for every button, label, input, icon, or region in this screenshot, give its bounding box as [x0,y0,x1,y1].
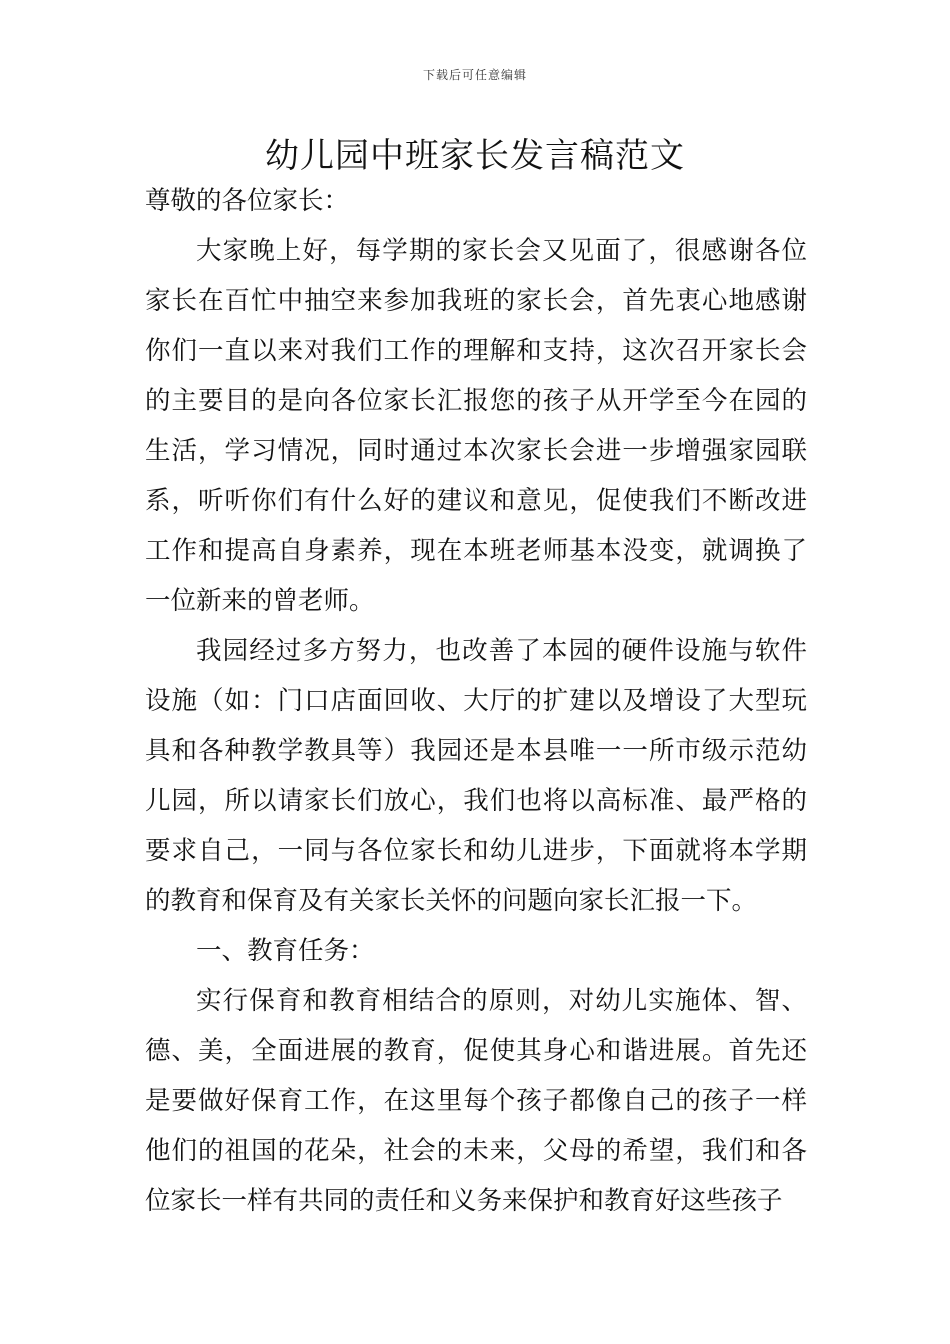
paragraph-education-principles: 实行保育和教育相结合的原则，对幼儿实施体、智、德、美，全面进展的教育，促使其身心和谐进展。首先还是要做好保育工作，在这里每个孩子都像自己的孩子一样他们的祖国的花朵，社会的未来，父母的希望，我们和各位家长一样有共同的责任和义务来保护和教育好这些孩子 [145,986,807,1216]
paragraph-facilities: 我园经过多方努力，也改善了本园的硬件设施与软件设施（如：门口店面回收、大厅的扩建以及增设了大型玩具和各种教学教具等）我园还是本县唯一一所市级示范幼儿园，所以请家长们放心，我们也将以高标准、最严格的要求自己，一同与各位家长和幼儿进步，下面就将本学期的教育和保育及有关家长关怀的问题向家长汇报一下。 [145,636,807,916]
paragraph-greeting: 大家晚上好，每学期的家长会又见面了，很感谢各位家长在百忙中抽空来参加我班的家长会，首先衷心地感谢你们一直以来对我们工作的理解和支持，这次召开家长会的主要目的是向各位家长汇报您的孩子从开学至今在园的生活，学习情况，同时通过本次家长会进一步增强家园联系，听听你们有什么好的建议和意见，促使我们不断改进工作和提高自身素养，现在本班老师基本没变，就调换了一位新来的曾老师。 [145,236,807,616]
section-heading-education-tasks: 一、教育任务： [196,936,375,966]
salutation: 尊敬的各位家长： [145,186,350,216]
document-title: 幼儿园中班家长发言稿范文 [265,136,685,176]
header-note: 下载后可任意编辑 [422,68,527,82]
document-body [145,176,807,1226]
